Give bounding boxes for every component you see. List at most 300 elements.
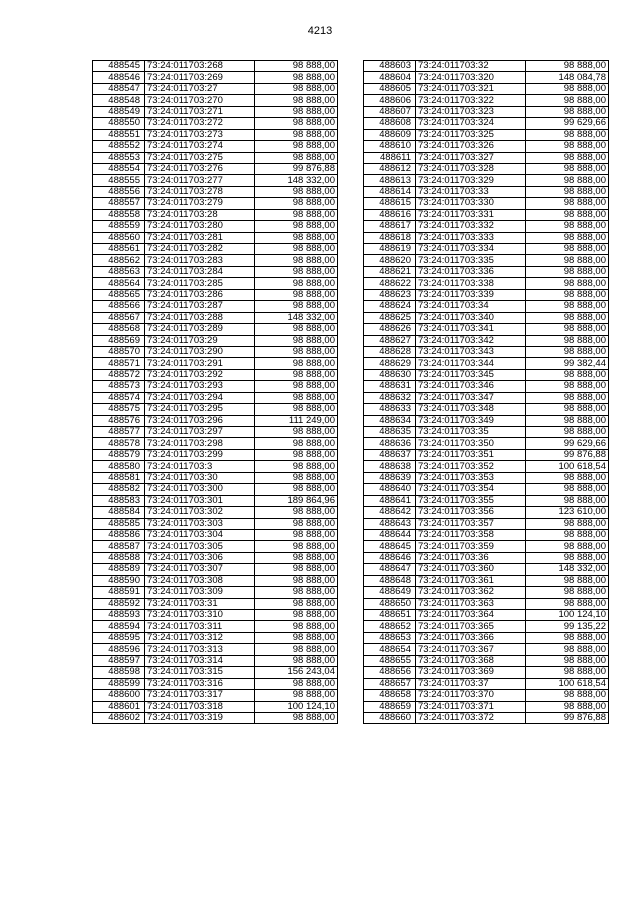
row-number-cell: 488545 <box>93 61 145 72</box>
cadastral-value-cell: 98 888,00 <box>255 244 338 255</box>
cadastral-number-cell: 73:24:011703:35 <box>416 427 526 438</box>
table-row <box>364 369 609 380</box>
cadastral-value-cell: 98 888,00 <box>255 289 338 300</box>
table-row <box>364 106 609 117</box>
cadastral-value-cell: 98 888,00 <box>255 690 338 701</box>
cadastral-number-cell: 73:24:011703:334 <box>416 244 526 255</box>
row-number-cell: 488599 <box>93 678 145 689</box>
table-row <box>93 369 338 380</box>
table-row <box>93 415 338 426</box>
cadastral-value-cell: 123 610,00 <box>526 507 609 518</box>
cadastral-value-cell: 99 629,66 <box>526 438 609 449</box>
cadastral-number-cell: 73:24:011703:308 <box>145 575 255 586</box>
row-number-cell: 488625 <box>364 312 416 323</box>
table-row <box>93 221 338 232</box>
cadastral-number-cell: 73:24:011703:274 <box>145 141 255 152</box>
cadastral-value-cell: 98 888,00 <box>255 621 338 632</box>
cadastral-value-cell: 98 888,00 <box>526 472 609 483</box>
cadastral-number-cell: 73:24:011703:366 <box>416 632 526 643</box>
table-row <box>364 312 609 323</box>
row-number-cell: 488638 <box>364 461 416 472</box>
table-row <box>364 678 609 689</box>
cadastral-value-cell: 98 888,00 <box>255 129 338 140</box>
row-number-cell: 488554 <box>93 163 145 174</box>
cadastral-value-cell: 98 888,00 <box>255 427 338 438</box>
table-row <box>93 72 338 83</box>
table-row <box>364 712 609 723</box>
cadastral-number-cell: 73:24:011703:314 <box>145 655 255 666</box>
table-row <box>364 381 609 392</box>
cadastral-value-cell: 98 888,00 <box>255 209 338 220</box>
table-row <box>93 484 338 495</box>
table-row <box>364 198 609 209</box>
row-number-cell: 488608 <box>364 118 416 129</box>
table-row <box>93 472 338 483</box>
table-row <box>93 289 338 300</box>
cadastral-number-cell: 73:24:011703:286 <box>145 289 255 300</box>
cadastral-number-cell: 73:24:011703:320 <box>416 72 526 83</box>
cadastral-value-cell: 98 888,00 <box>255 61 338 72</box>
row-number-cell: 488614 <box>364 186 416 197</box>
cadastral-value-cell: 98 888,00 <box>255 507 338 518</box>
cadastral-number-cell: 73:24:011703:28 <box>145 209 255 220</box>
cadastral-number-cell: 73:24:011703:270 <box>145 95 255 106</box>
cadastral-number-cell: 73:24:011703:336 <box>416 266 526 277</box>
table-row <box>364 301 609 312</box>
row-number-cell: 488588 <box>93 552 145 563</box>
cadastral-value-cell: 98 888,00 <box>526 175 609 186</box>
table-row <box>364 575 609 586</box>
cadastral-value-cell: 98 888,00 <box>255 255 338 266</box>
cadastral-number-cell: 73:24:011703:301 <box>145 495 255 506</box>
table-row <box>93 438 338 449</box>
table-row <box>364 449 609 460</box>
row-number-cell: 488592 <box>93 598 145 609</box>
row-number-cell: 488594 <box>93 621 145 632</box>
cadastral-value-cell: 98 888,00 <box>526 690 609 701</box>
row-number-cell: 488651 <box>364 610 416 621</box>
cadastral-value-cell: 98 888,00 <box>526 575 609 586</box>
table-row <box>364 335 609 346</box>
table-row <box>93 632 338 643</box>
cadastral-number-cell: 73:24:011703:355 <box>416 495 526 506</box>
cadastral-number-cell: 73:24:011703:288 <box>145 312 255 323</box>
row-number-cell: 488648 <box>364 575 416 586</box>
cadastral-number-cell: 73:24:011703:33 <box>416 186 526 197</box>
row-number-cell: 488603 <box>364 61 416 72</box>
row-number-cell: 488576 <box>93 415 145 426</box>
row-number-cell: 488578 <box>93 438 145 449</box>
table-row <box>93 621 338 632</box>
row-number-cell: 488641 <box>364 495 416 506</box>
row-number-cell: 488591 <box>93 587 145 598</box>
cadastral-value-cell: 98 888,00 <box>255 221 338 232</box>
row-number-cell: 488583 <box>93 495 145 506</box>
row-number-cell: 488585 <box>93 518 145 529</box>
cadastral-value-cell: 98 888,00 <box>255 278 338 289</box>
row-number-cell: 488597 <box>93 655 145 666</box>
cadastral-number-cell: 73:24:011703:30 <box>145 472 255 483</box>
cadastral-value-cell: 98 888,00 <box>255 301 338 312</box>
table-row <box>364 278 609 289</box>
row-number-cell: 488580 <box>93 461 145 472</box>
cadastral-number-cell: 73:24:011703:357 <box>416 518 526 529</box>
cadastral-number-cell: 73:24:011703:305 <box>145 541 255 552</box>
cadastral-number-cell: 73:24:011703:371 <box>416 701 526 712</box>
table-row <box>364 163 609 174</box>
cadastral-value-cell: 98 888,00 <box>255 72 338 83</box>
cadastral-value-cell: 98 888,00 <box>526 221 609 232</box>
table-row <box>364 324 609 335</box>
table-row <box>93 186 338 197</box>
cadastral-number-cell: 73:24:011703:27 <box>145 83 255 94</box>
cadastral-value-cell: 98 888,00 <box>526 346 609 357</box>
table-row <box>93 61 338 72</box>
cadastral-value-cell: 98 888,00 <box>255 358 338 369</box>
left-table-body <box>93 61 338 724</box>
cadastral-number-cell: 73:24:011703:292 <box>145 369 255 380</box>
cadastral-number-cell: 73:24:011703:326 <box>416 141 526 152</box>
table-row <box>364 244 609 255</box>
row-number-cell: 488613 <box>364 175 416 186</box>
row-number-cell: 488601 <box>93 701 145 712</box>
table-row <box>93 461 338 472</box>
row-number-cell: 488636 <box>364 438 416 449</box>
cadastral-number-cell: 73:24:011703:298 <box>145 438 255 449</box>
table-row <box>364 209 609 220</box>
row-number-cell: 488574 <box>93 392 145 403</box>
row-number-cell: 488640 <box>364 484 416 495</box>
cadastral-value-cell: 148 332,00 <box>255 175 338 186</box>
table-row <box>364 518 609 529</box>
cadastral-value-cell: 98 888,00 <box>255 632 338 643</box>
row-number-cell: 488590 <box>93 575 145 586</box>
row-number-cell: 488657 <box>364 678 416 689</box>
cadastral-number-cell: 73:24:011703:331 <box>416 209 526 220</box>
cadastral-number-cell: 73:24:011703:297 <box>145 427 255 438</box>
cadastral-number-cell: 73:24:011703:325 <box>416 129 526 140</box>
row-number-cell: 488557 <box>93 198 145 209</box>
row-number-cell: 488610 <box>364 141 416 152</box>
cadastral-number-cell: 73:24:011703:350 <box>416 438 526 449</box>
cadastral-value-cell: 98 888,00 <box>526 232 609 243</box>
cadastral-value-cell: 98 888,00 <box>255 518 338 529</box>
row-number-cell: 488595 <box>93 632 145 643</box>
row-number-cell: 488659 <box>364 701 416 712</box>
row-number-cell: 488579 <box>93 449 145 460</box>
cadastral-value-cell: 148 332,00 <box>255 312 338 323</box>
cadastral-value-cell: 98 888,00 <box>526 129 609 140</box>
row-number-cell: 488637 <box>364 449 416 460</box>
cadastral-value-cell: 98 888,00 <box>255 324 338 335</box>
cadastral-number-cell: 73:24:011703:278 <box>145 186 255 197</box>
row-number-cell: 488629 <box>364 358 416 369</box>
cadastral-value-cell: 98 888,00 <box>526 484 609 495</box>
row-number-cell: 488598 <box>93 667 145 678</box>
cadastral-value-cell: 98 888,00 <box>255 655 338 666</box>
table-row <box>364 541 609 552</box>
cadastral-number-cell: 73:24:011703:316 <box>145 678 255 689</box>
cadastral-number-cell: 73:24:011703:268 <box>145 61 255 72</box>
row-number-cell: 488605 <box>364 83 416 94</box>
table-row <box>93 667 338 678</box>
cadastral-number-cell: 73:24:011703:3 <box>145 461 255 472</box>
table-row <box>364 232 609 243</box>
cadastral-value-cell: 98 888,00 <box>255 266 338 277</box>
row-number-cell: 488620 <box>364 255 416 266</box>
row-number-cell: 488551 <box>93 129 145 140</box>
row-number-cell: 488642 <box>364 507 416 518</box>
cadastral-value-cell: 98 888,00 <box>255 152 338 163</box>
cadastral-value-cell: 98 888,00 <box>526 552 609 563</box>
cadastral-number-cell: 73:24:011703:347 <box>416 392 526 403</box>
cadastral-number-cell: 73:24:011703:368 <box>416 655 526 666</box>
table-row <box>364 175 609 186</box>
cadastral-value-cell: 98 888,00 <box>255 678 338 689</box>
row-number-cell: 488562 <box>93 255 145 266</box>
cadastral-number-cell: 73:24:011703:372 <box>416 712 526 723</box>
cadastral-value-cell: 98 888,00 <box>526 141 609 152</box>
cadastral-number-cell: 73:24:011703:269 <box>145 72 255 83</box>
cadastral-number-cell: 73:24:011703:348 <box>416 404 526 415</box>
table-row <box>364 186 609 197</box>
cadastral-number-cell: 73:24:011703:341 <box>416 324 526 335</box>
cadastral-value-cell: 98 888,00 <box>526 632 609 643</box>
cadastral-number-cell: 73:24:011703:317 <box>145 690 255 701</box>
table-row <box>364 152 609 163</box>
row-number-cell: 488624 <box>364 301 416 312</box>
row-number-cell: 488623 <box>364 289 416 300</box>
row-number-cell: 488645 <box>364 541 416 552</box>
cadastral-value-cell: 98 888,00 <box>526 255 609 266</box>
table-row <box>93 507 338 518</box>
table-row <box>93 301 338 312</box>
table-row <box>93 95 338 106</box>
cadastral-value-cell: 100 124,10 <box>526 610 609 621</box>
table-row <box>93 655 338 666</box>
cadastral-value-cell: 98 888,00 <box>255 529 338 540</box>
cadastral-number-cell: 73:24:011703:360 <box>416 564 526 575</box>
cadastral-value-cell: 100 618,54 <box>526 461 609 472</box>
table-row <box>93 587 338 598</box>
cadastral-number-cell: 73:24:011703:310 <box>145 610 255 621</box>
cadastral-value-cell: 98 888,00 <box>526 278 609 289</box>
row-number-cell: 488567 <box>93 312 145 323</box>
row-number-cell: 488626 <box>364 324 416 335</box>
row-number-cell: 488568 <box>93 324 145 335</box>
cadastral-number-cell: 73:24:011703:364 <box>416 610 526 621</box>
table-row <box>93 541 338 552</box>
cadastral-number-cell: 73:24:011703:352 <box>416 461 526 472</box>
row-number-cell: 488559 <box>93 221 145 232</box>
row-number-cell: 488566 <box>93 301 145 312</box>
row-number-cell: 488654 <box>364 644 416 655</box>
cadastral-number-cell: 73:24:011703:29 <box>145 335 255 346</box>
row-number-cell: 488600 <box>93 690 145 701</box>
table-row <box>93 209 338 220</box>
row-number-cell: 488609 <box>364 129 416 140</box>
cadastral-value-cell: 99 135,22 <box>526 621 609 632</box>
row-number-cell: 488649 <box>364 587 416 598</box>
cadastral-value-cell: 148 084,78 <box>526 72 609 83</box>
cadastral-value-cell: 98 888,00 <box>526 209 609 220</box>
left-register-table <box>92 60 338 724</box>
row-number-cell: 488560 <box>93 232 145 243</box>
cadastral-number-cell: 73:24:011703:272 <box>145 118 255 129</box>
cadastral-number-cell: 73:24:011703:282 <box>145 244 255 255</box>
cadastral-value-cell: 98 888,00 <box>255 83 338 94</box>
table-row <box>364 461 609 472</box>
row-number-cell: 488627 <box>364 335 416 346</box>
row-number-cell: 488550 <box>93 118 145 129</box>
cadastral-number-cell: 73:24:011703:309 <box>145 587 255 598</box>
cadastral-number-cell: 73:24:011703:319 <box>145 712 255 723</box>
table-row <box>93 678 338 689</box>
cadastral-value-cell: 99 876,88 <box>526 449 609 460</box>
cadastral-number-cell: 73:24:011703:329 <box>416 175 526 186</box>
cadastral-number-cell: 73:24:011703:332 <box>416 221 526 232</box>
row-number-cell: 488565 <box>93 289 145 300</box>
cadastral-value-cell: 98 888,00 <box>526 587 609 598</box>
cadastral-value-cell: 98 888,00 <box>255 369 338 380</box>
table-row <box>93 598 338 609</box>
cadastral-number-cell: 73:24:011703:362 <box>416 587 526 598</box>
cadastral-value-cell: 98 888,00 <box>255 198 338 209</box>
table-row <box>93 529 338 540</box>
row-number-cell: 488643 <box>364 518 416 529</box>
table-row <box>364 484 609 495</box>
cadastral-number-cell: 73:24:011703:312 <box>145 632 255 643</box>
table-row <box>364 507 609 518</box>
cadastral-number-cell: 73:24:011703:307 <box>145 564 255 575</box>
table-row <box>364 255 609 266</box>
cadastral-value-cell: 98 888,00 <box>526 392 609 403</box>
table-row <box>364 61 609 72</box>
table-row <box>93 427 338 438</box>
cadastral-number-cell: 73:24:011703:281 <box>145 232 255 243</box>
cadastral-value-cell: 98 888,00 <box>255 644 338 655</box>
cadastral-value-cell: 98 888,00 <box>526 163 609 174</box>
row-number-cell: 488658 <box>364 690 416 701</box>
cadastral-number-cell: 73:24:011703:345 <box>416 369 526 380</box>
cadastral-value-cell: 98 888,00 <box>526 598 609 609</box>
table-row <box>93 324 338 335</box>
cadastral-number-cell: 73:24:011703:323 <box>416 106 526 117</box>
table-row <box>364 587 609 598</box>
cadastral-number-cell: 73:24:011703:289 <box>145 324 255 335</box>
table-row <box>93 255 338 266</box>
row-number-cell: 488573 <box>93 381 145 392</box>
row-number-cell: 488618 <box>364 232 416 243</box>
row-number-cell: 488586 <box>93 529 145 540</box>
cadastral-value-cell: 100 618,54 <box>526 678 609 689</box>
cadastral-value-cell: 98 888,00 <box>255 712 338 723</box>
cadastral-number-cell: 73:24:011703:287 <box>145 301 255 312</box>
table-row <box>364 289 609 300</box>
table-row <box>93 278 338 289</box>
table-row <box>364 701 609 712</box>
row-number-cell: 488632 <box>364 392 416 403</box>
cadastral-value-cell: 98 888,00 <box>255 610 338 621</box>
cadastral-number-cell: 73:24:011703:284 <box>145 266 255 277</box>
cadastral-number-cell: 73:24:011703:280 <box>145 221 255 232</box>
row-number-cell: 488589 <box>93 564 145 575</box>
row-number-cell: 488615 <box>364 198 416 209</box>
cadastral-value-cell: 99 629,66 <box>526 118 609 129</box>
cadastral-value-cell: 98 888,00 <box>526 335 609 346</box>
cadastral-number-cell: 73:24:011703:34 <box>416 301 526 312</box>
cadastral-value-cell: 98 888,00 <box>526 667 609 678</box>
table-row <box>93 106 338 117</box>
cadastral-value-cell: 98 888,00 <box>526 186 609 197</box>
row-number-cell: 488555 <box>93 175 145 186</box>
table-row <box>93 712 338 723</box>
table-row <box>93 449 338 460</box>
cadastral-value-cell: 98 888,00 <box>255 449 338 460</box>
cadastral-number-cell: 73:24:011703:275 <box>145 152 255 163</box>
cadastral-number-cell: 73:24:011703:327 <box>416 152 526 163</box>
cadastral-number-cell: 73:24:011703:276 <box>145 163 255 174</box>
row-number-cell: 488617 <box>364 221 416 232</box>
table-row <box>93 346 338 357</box>
table-row <box>93 381 338 392</box>
row-number-cell: 488596 <box>93 644 145 655</box>
table-row <box>364 72 609 83</box>
cadastral-value-cell: 98 888,00 <box>255 232 338 243</box>
table-row <box>93 392 338 403</box>
table-row <box>93 358 338 369</box>
cadastral-number-cell: 73:24:011703:299 <box>145 449 255 460</box>
row-number-cell: 488582 <box>93 484 145 495</box>
cadastral-value-cell: 98 888,00 <box>255 381 338 392</box>
cadastral-value-cell: 98 888,00 <box>255 106 338 117</box>
cadastral-number-cell: 73:24:011703:273 <box>145 129 255 140</box>
cadastral-value-cell: 98 888,00 <box>255 541 338 552</box>
row-number-cell: 488635 <box>364 427 416 438</box>
cadastral-value-cell: 98 888,00 <box>526 655 609 666</box>
right-register-table <box>363 60 609 724</box>
row-number-cell: 488552 <box>93 141 145 152</box>
row-number-cell: 488655 <box>364 655 416 666</box>
cadastral-value-cell: 98 888,00 <box>526 369 609 380</box>
cadastral-value-cell: 98 888,00 <box>526 518 609 529</box>
cadastral-number-cell: 73:24:011703:351 <box>416 449 526 460</box>
table-row <box>93 152 338 163</box>
cadastral-number-cell: 73:24:011703:367 <box>416 644 526 655</box>
cadastral-value-cell: 98 888,00 <box>255 552 338 563</box>
cadastral-number-cell: 73:24:011703:361 <box>416 575 526 586</box>
cadastral-value-cell: 98 888,00 <box>255 95 338 106</box>
cadastral-number-cell: 73:24:011703:344 <box>416 358 526 369</box>
right-table-body <box>364 61 609 724</box>
cadastral-number-cell: 73:24:011703:300 <box>145 484 255 495</box>
table-row <box>364 392 609 403</box>
row-number-cell: 488575 <box>93 404 145 415</box>
cadastral-number-cell: 73:24:011703:311 <box>145 621 255 632</box>
table-row <box>93 244 338 255</box>
cadastral-number-cell: 73:24:011703:339 <box>416 289 526 300</box>
row-number-cell: 488622 <box>364 278 416 289</box>
cadastral-number-cell: 73:24:011703:359 <box>416 541 526 552</box>
row-number-cell: 488653 <box>364 632 416 643</box>
cadastral-value-cell: 98 888,00 <box>255 472 338 483</box>
cadastral-number-cell: 73:24:011703:279 <box>145 198 255 209</box>
table-row <box>364 129 609 140</box>
table-row <box>93 644 338 655</box>
cadastral-number-cell: 73:24:011703:294 <box>145 392 255 403</box>
cadastral-value-cell: 98 888,00 <box>526 644 609 655</box>
row-number-cell: 488633 <box>364 404 416 415</box>
